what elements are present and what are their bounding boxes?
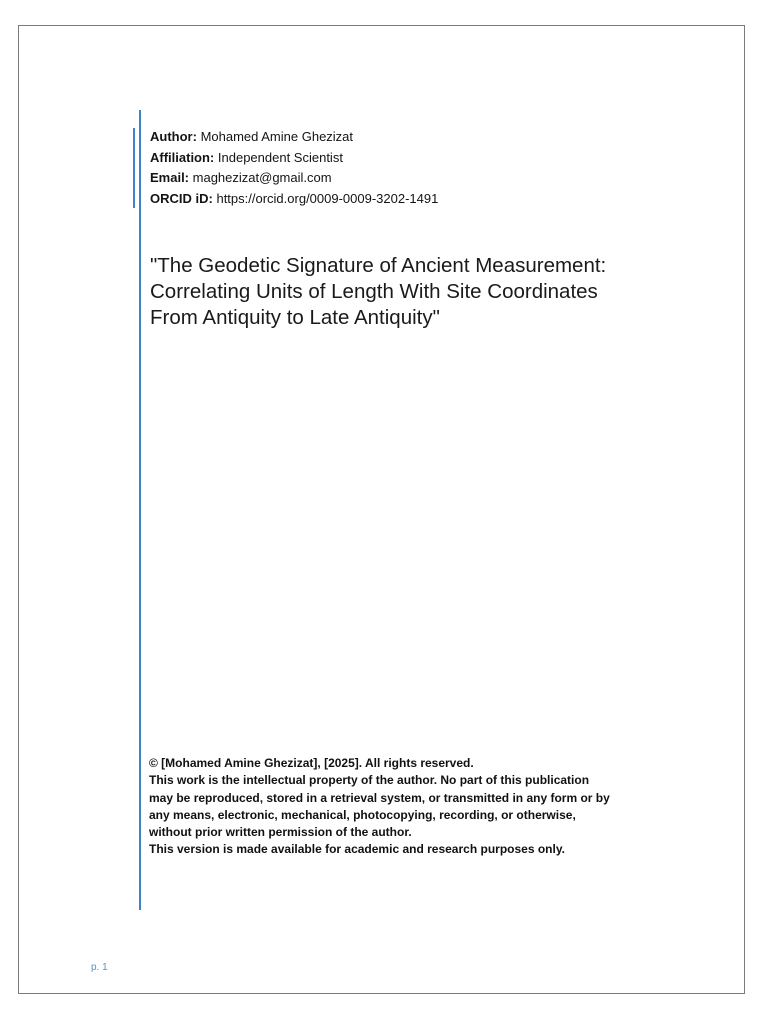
author-info-block: [150, 127, 438, 210]
page-accent-bar: [139, 110, 141, 910]
email-label: Email:: [150, 170, 190, 186]
copyright-notice: [149, 755, 679, 859]
orcid-label: ORCID iD:: [150, 191, 213, 207]
affiliation-line: [150, 148, 438, 169]
copyright-line: This work is the intellectual property of the author. No part of this publication: [149, 773, 590, 788]
copyright-line: any means, electronic, mechanical, photocopying, recording, or otherwise,: [149, 807, 576, 822]
author-block-accent-bar: [133, 128, 135, 208]
title-line-3: From Antiquity to Late Antiquity": [150, 306, 440, 329]
orcid-link[interactable]: https://orcid.org/0009-0009-3202-1491: [216, 191, 439, 207]
title-line-2: Correlating Units of Length With Site Coordinates: [150, 280, 598, 303]
affiliation-value: Independent Scientist: [217, 149, 343, 165]
document-title: [150, 253, 710, 331]
email-value[interactable]: maghezizat@gmail.com: [192, 170, 332, 186]
copyright-line: This version is made available for academic and research purposes only.: [149, 842, 565, 857]
orcid-line: [150, 189, 438, 210]
author-name: Mohamed Amine Ghezizat: [200, 129, 354, 144]
author-line: [150, 127, 438, 148]
email-line: [150, 168, 438, 189]
copyright-line: without prior written permission of the author.: [149, 825, 412, 840]
copyright-line: may be reproduced, stored in a retrieval system, or transmitted in any form or by: [149, 790, 610, 805]
copyright-line: © [Mohamed Amine Ghezizat], [2025]. All rights reserved.: [149, 756, 474, 770]
page-number: p. 1: [91, 962, 108, 973]
author-label: Author:: [150, 129, 197, 144]
title-line-1: "The Geodetic Signature of Ancient Measurement:: [150, 254, 607, 277]
affiliation-label: Affiliation:: [150, 149, 215, 165]
